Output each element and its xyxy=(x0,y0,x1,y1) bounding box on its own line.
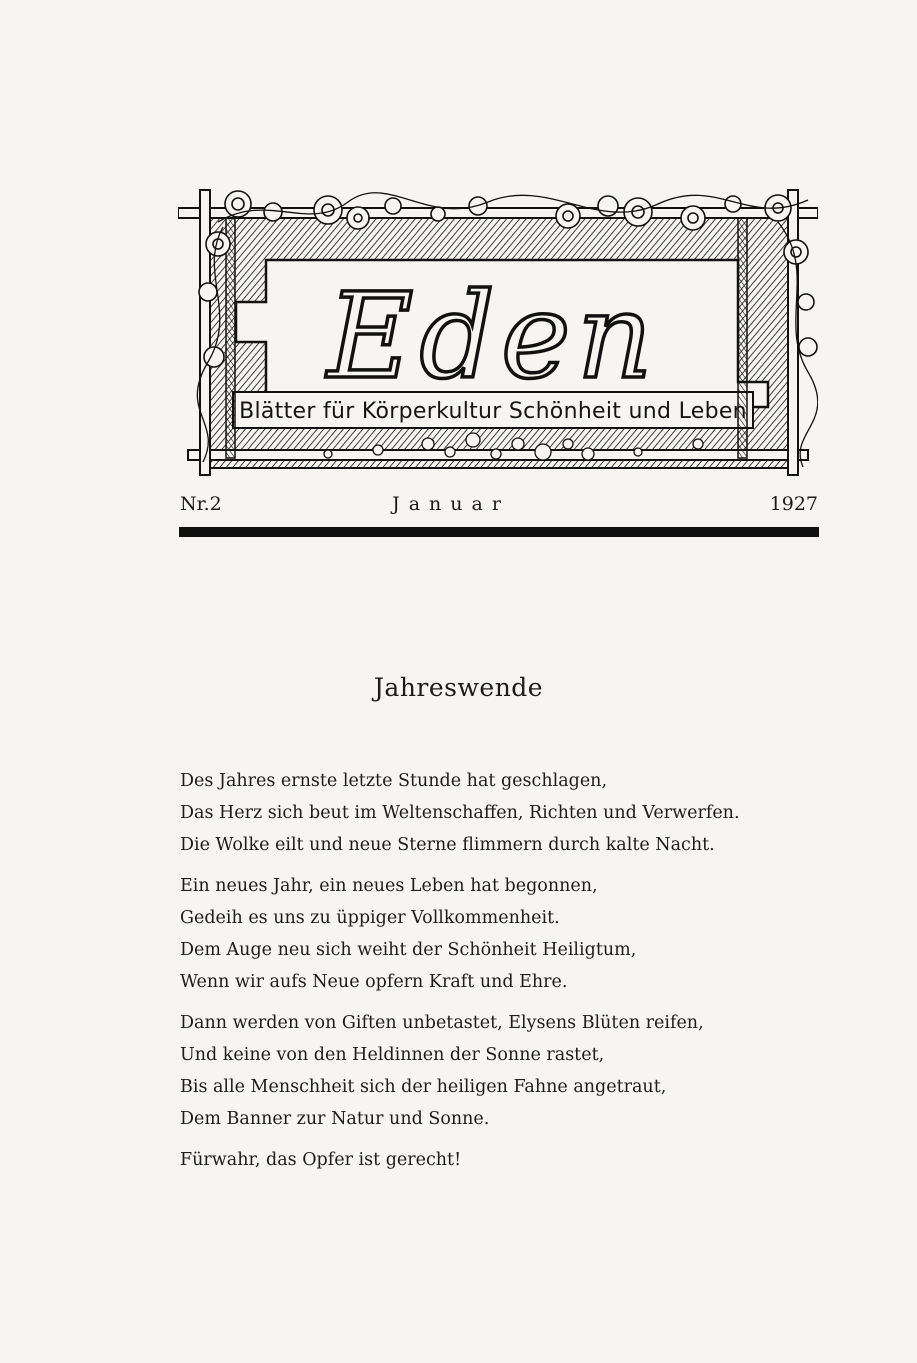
poem-line: Wenn wir aufs Neue opfern Kraft und Ehre. xyxy=(180,972,568,992)
poem-body xyxy=(180,765,830,1185)
poem-stanza-1 xyxy=(180,765,830,861)
masthead-subtitle: Blätter für Körperkultur Schönheit und Leben xyxy=(239,399,747,424)
poem-stanza-3 xyxy=(180,1007,830,1135)
poem-line: Dann werden von Giften unbetastet, Elysens Blüten reifen, xyxy=(180,1013,704,1033)
poem-line: Und keine von den Heldinnen der Sonne rastet, xyxy=(180,1045,605,1065)
issue-month: Januar xyxy=(392,493,510,515)
poem-line: Ein neues Jahr, ein neues Leben hat begonnen, xyxy=(180,876,598,896)
poem-line: Des Jahres ernste letzte Stunde hat geschlagen, xyxy=(180,771,608,791)
poem-title: Jahreswende xyxy=(373,673,544,702)
masthead-frame-illustration xyxy=(178,182,818,482)
issue-number: Nr.2 xyxy=(180,493,222,515)
issue-year: 1927 xyxy=(769,493,818,515)
poem-line: Bis alle Menschheit sich der heiligen Fahne angetraut, xyxy=(180,1077,667,1097)
issue-info-line xyxy=(180,493,818,523)
poem-line: Gedeih es uns zu üppiger Vollkommenheit. xyxy=(180,908,560,928)
poem-line: Dem Banner zur Natur und Sonne. xyxy=(180,1109,490,1129)
poem-line: Dem Auge neu sich weiht der Schönheit Heiligtum, xyxy=(180,940,637,960)
poem-line: Die Wolke eilt und neue Sterne flimmern durch kalte Nacht. xyxy=(180,835,715,855)
poem-stanza-4 xyxy=(180,1144,830,1176)
poem-stanza-2 xyxy=(180,870,830,998)
poem-line: Fürwahr, das Opfer ist gerecht! xyxy=(180,1150,462,1170)
masthead-banner xyxy=(178,182,818,482)
heavy-divider-rule xyxy=(179,527,819,537)
masthead-title: Eden xyxy=(327,267,659,405)
poem-line: Das Herz sich beut im Weltenschaffen, Richten und Verwerfen. xyxy=(180,803,740,823)
